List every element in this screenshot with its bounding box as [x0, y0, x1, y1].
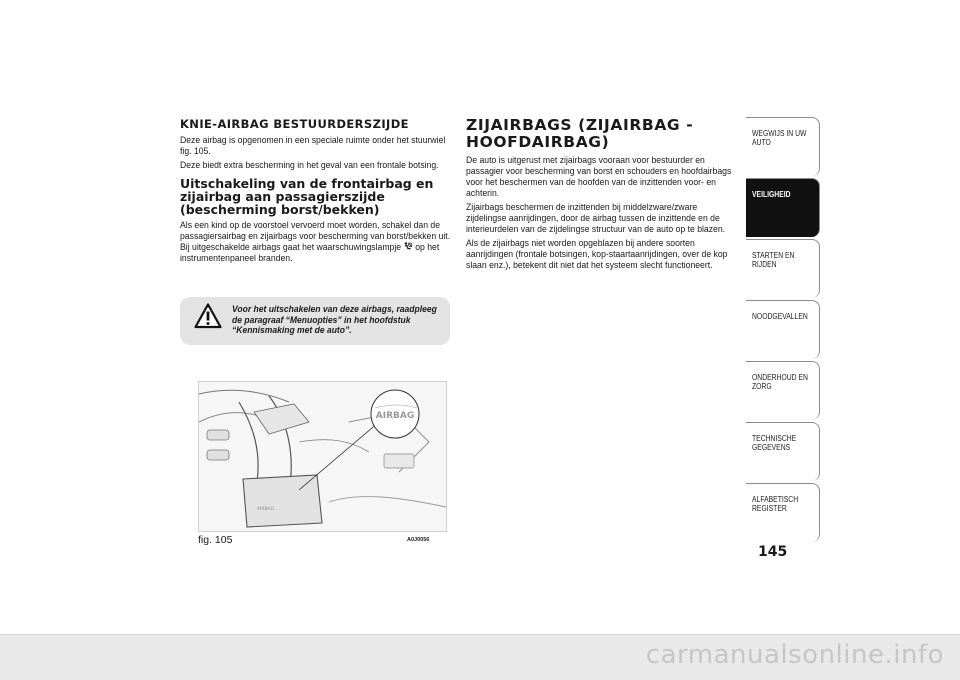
right-column — [466, 117, 736, 274]
left-column — [180, 117, 452, 267]
tab-starten[interactable]: STARTEN EN RIJDEN — [746, 239, 820, 298]
footer-watermark[interactable]: carmanualsonline.info — [645, 640, 944, 670]
page-number: 145 — [758, 544, 788, 560]
heading-side-airbags: ZIJAIRBAGS (ZIJAIRBAG - HOOFDAIRBAG) — [466, 116, 694, 151]
warning-text: Voor het uitschakelen van deze airbags, raadpleeg de paragraaf “Menuopties” in het hoofdstuk “Kennismaking met de auto”. — [232, 304, 437, 335]
warning-triangle-icon — [194, 303, 222, 329]
tab-noodgevallen[interactable]: NOODGEVALLEN — [746, 300, 820, 359]
tab-veiligheid[interactable]: VEILIGHEID — [746, 178, 820, 237]
airbag-off-warning-icon — [404, 242, 413, 251]
figure-code: A0J0056 — [407, 537, 430, 543]
chapter-tabs — [746, 117, 820, 544]
paragraph-knee-1: Deze airbag is opgenomen in een speciale ruimte onder het stuurwiel fig. 105. — [180, 135, 446, 156]
figure-label-big: AIRBAG — [375, 411, 415, 421]
paragraph-side-2: Zijairbags beschermen de inzittenden bij middelzware/zware zijdelingse aanrijdingen, door de airbag tussen de inzittende en de interieurdelen van de zijdelingse structuur van de auto op te blazen. — [466, 202, 726, 234]
footer-bar — [0, 634, 960, 680]
figure-knee-airbag — [198, 381, 447, 532]
figure-caption: fig. 105 — [198, 534, 233, 546]
tab-technische[interactable]: TECHNISCHE GEGEVENS — [746, 422, 820, 481]
paragraph-side-1: De auto is uitgerust met zijairbags vooraan voor bestuurder en passagier voor bescherming van borst en schouders en hoofdairbags voor het beschermen van de hoofden van de inzittenden voor- en achterin. — [466, 155, 732, 198]
paragraph-deactivation-a: Als een kind op de voorstoel vervoerd moet worden, schakel dan de passagiersairbag en zijairbags voor bescherming van borst/bekken uit. Bij uitgeschakelde airbags gaat het waarschuwingslampje — [180, 220, 451, 252]
heading-knee-airbag: KNIE-AIRBAG BESTUURDERSZIJDE — [180, 117, 409, 131]
paragraph-side-3: Als de zijairbags niet worden opgeblazen bij andere soorten aanrijdingen (frontale botsingen, kop-staartaanrijdingen, over de kop slaan enz.), betekent dit niet dat het systeem slecht functioneert. — [466, 238, 728, 270]
tab-register[interactable]: ALFABETISCH REGISTER — [746, 483, 820, 542]
warning-box — [180, 297, 450, 345]
paragraph-knee-2: Deze biedt extra bescherming in het geval van een frontale botsing. — [180, 160, 439, 170]
knee-airbag-illustration — [199, 382, 446, 531]
tab-onderhoud[interactable]: ONDERHOUD EN ZORG — [746, 361, 820, 420]
tab-wegwijs[interactable]: WEGWIJS IN UW AUTO — [746, 117, 820, 176]
heading-deactivation: Uitschakeling van de frontairbag en zijairbag aan passagierszijde (bescherming borst/bekken) — [180, 176, 434, 217]
figure-label-small: AIRBAG — [257, 507, 275, 512]
paragraph-deactivation-b: op het instrumentenpaneel branden. — [180, 242, 440, 263]
paragraph-deactivation — [180, 220, 452, 264]
